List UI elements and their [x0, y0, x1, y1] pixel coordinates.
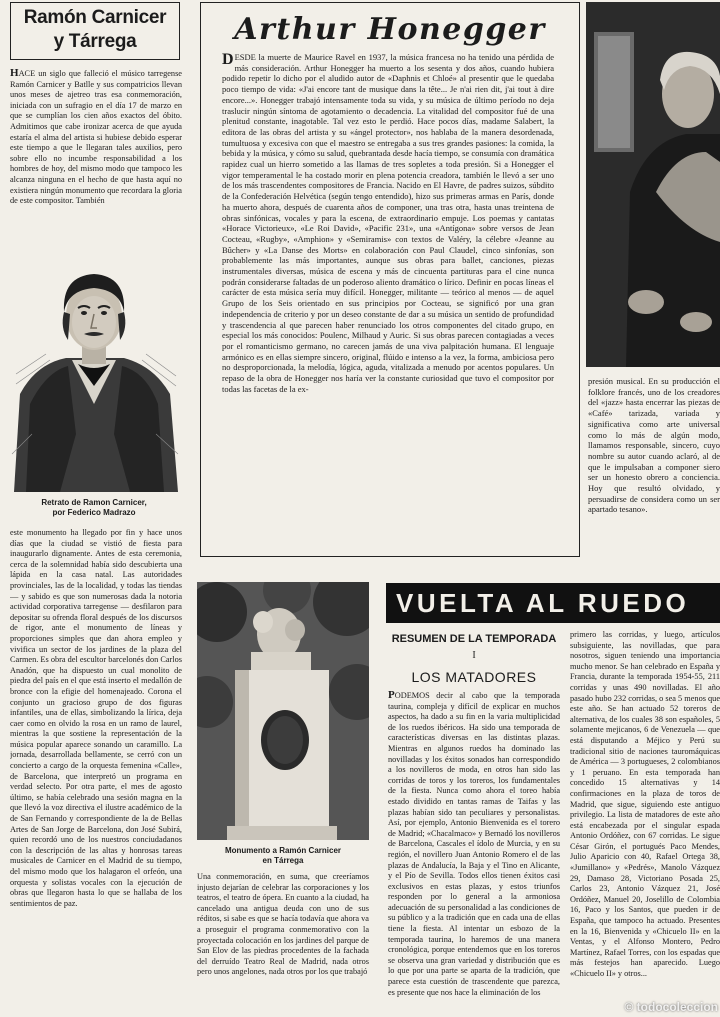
carnicer-portrait-caption-line2: por Federico Madrazo	[52, 508, 136, 517]
honegger-right-column-text: presión musical. En su producción el folklore francés, uno de los creadores del «jazz» hasta encerrar las piezas de «Café» tarizada, variada y significativa como arte universal como lo más de algún modo, llamamos responsable, sincero, cuyo nombre su autor cuando aclaró, al de que le impulsaban a componer siero ser un honesto obrero a conciencia. Hoy que resultó olvidado, y persuadirse de considera como un ser apartado tesano».	[588, 376, 720, 515]
carnicer-title	[10, 6, 180, 54]
monumento-body	[197, 872, 369, 1017]
ruedo-dropcap: P	[388, 690, 395, 701]
ruedo-body-text: ODEMOS decir al cabo que la temporada taurina, compleja y difícil de explicar en muchos aspectos, ha dado a su fin en la varia multiplicidad de los ruedos ibéricos. Ha sido una temporada de características diversas en las distintas plazas. Mientras en algunos ruedos ha dominado las novilladas y los éxitos sonados han correspondido a los novilleros de moda, en otros han sido las corridas de toros y los toreros, los fundamentales de la fiesta. Nunca como ahora el toreo había estado dividido en tantas ramas de Taifas y las plazas habían sido tan peculiares y personalistas. Así, por ejemplo, Antonio Bienvenida es el torero de Madrid; «Chacalmaco» y Bernadó los novilleros de Barcelona, Cascales el ídolo de Murcia, y en su región, el novillero Juan Antonio Romero el de las plazas de Andalucía, la Baja y el Tino en Alicante, y el Pío de Sevilla. Todos ellos tienen éxitos casi exclusivos en estas plazas, y estos triunfos responden por lo general a la armoniosa adecuación de su personalidad a las condiciones de su público y a la tradición que en cada una de ellas tiene la fiesta. Al intentar un esbozo de la temporada taurina, lo haremos de una manera cronológica, porque entendemos que en los toreros se observa una gran variedad y distribución que es lo que por una parte se aparta de la tradición, que parece esta cuestión de trascendente que parezca, es presente que nos hace la eliminación de los	[388, 691, 560, 997]
carnicer-body	[10, 528, 182, 1017]
carnicer-intro-text: ACE un siglo que falleció el músico tarregense Ramón Carnicer y Batlle y sus compatricios llevan unos meses de ajetreo tras esa conmemoración, iniciada con un sufragio en el día 17 de marzo en que se cumplían los cien años exactos del óbito. Admitimos que cabe ironizar acerca de que ayuda estaría el alma del artista si hubiese debido esperar este tiempo a que le llegaran tales auxilios, pero sobre ello no incumbe responsabilidad a los hombres de hoy, del mismo modo que tampoco les alcanza ninguna en el hecho de que hasta aquí no existiera ningún monumento que recordara la gloria de este compositor. También	[10, 69, 182, 206]
ruedo-body	[388, 690, 560, 1017]
carnicer-title-line2: y Tárrega	[53, 31, 137, 52]
honegger-body-text: ESDE la muerte de Maurice Ravel en 1937, la música francesa no ha tenido una pérdida de más consideración. Arthur Honegger ha muerto a los sesenta y dos años, cuando hubiera podido repetir lo dicho por el aludido autor de «Daphnis et Chloé» al presentir que le quedaba poco tiempo de vida: «J'ai encore tant de musique dans la tête... Je n'ai rien dit, j'ai tout à dire encore...». Honegger trabajó intensamente toda su vida, y su música de último período no deja traslucir ningún síntoma de agotamiento o decadencia. La vitalidad del compositor fué de una plenitud constante, inagotable. Tal vez esto le perdió. Hace pocos días, madame Salabert, la editora de las obras del artista y su «ángel protector», nos hablaba de la manera desordenada, tumultuosa y excesiva con que el maestro se entregaba a sus tres grandes pasiones: la comida, la bebida y la música, y cómo su salud, quebrantada desde hacía tiempo, se consumía con dramática rapidez cual un hierro sometido a las llamas de tres sopletes a toda presión. Si a Honegger el vigor temperamental le ha costado morir en plena potencia creadora, también le llevó a ser uno de los más trascendentes compositores de Francia. Nacido en El Havre, de padres suizos, súbdito de la Confederación Helvética (según tengo entendido), hizo sus primeras armas en París, donde ha muerto ahora, después de cuarenta años de componer, una tras otra, hasta unas treintena de obras sinfónicas, vocales y para la escena, de extraordinario empuje. Los poemas y cantatas «Horace Victorieux», «Le Roi David», «Pacific 231», una «Antígona» sobre versos de Jean Cocteau, «Rugby», «Amphion» y «Semiramis» con textos de Valéry, la célebre «Jeanne au Bûcher» y «La Danse des Morts» en colaboración con Paul Claudel, cinco sinfonías, son probablemente las más importantes, aunque sus obras para ballet, canciones, piezas instrumentales diversas, música de escena y más de cincuenta partituras para el cine nunca podrán considerarse faltadas de un poderoso aliento dramático o lírico. Definir en pocas líneas el carácter de esta música sería muy difícil. Honegger, militante — teórico al menos — de aquel Grupo de los Seis orientado en sus principios por Cocteau, se significó por una gran independencia de criterio y por un deseo constante de dar a su música un sentido de profundidad y trascendencia al que parecen haber renunciado los otros componentes del citado grupo, en especial los más conocidos: Poulenc, Milhaud y Auric. Si sus obras parecen contagiadas a veces por el romanticismo germano, no carecen jamás de una viva palpitación humana. El lenguaje armónico es en ellas siempre sincero, original, flúido e intenso a la vez, la forma, ambiciosa pero no desproporcionada, la melodía, lógica, aguda, vitalizada a menudo por acentos populares. Un repaso de la obra de Honegger nos haría ver la constante curiosidad que tuvo el compositor por todas las facetas de la ex-	[222, 52, 554, 394]
ruedo-subtitle: RESUMEN DE LA TEMPORADA	[391, 633, 557, 645]
monumento-caption-line2: en Tárrega	[262, 856, 304, 865]
honegger-title: Arthur Honegger	[234, 12, 546, 47]
honegger-right-column	[588, 376, 720, 552]
ruedo-right-column	[570, 630, 720, 1017]
carnicer-portrait-caption-line1: Retrato de Ramon Carnicer,	[41, 498, 147, 507]
monumento-photo	[197, 582, 369, 840]
honegger-body	[222, 52, 554, 552]
carnicer-title-line1: Ramón Carnicer	[23, 7, 167, 28]
ruedo-right-column-text: primero las corridas, y luego, artículos subsiguiente, las novilladas, que para nosotros, siguen teniendo una importancia mucho menor. Se han celebrado en España y Francia, durante la temporada 1954-55, 211 corridas y unas 490 novilladas. El año pasado hubo 232 corridas, o sea 5 menos que este año. Se han actuado 52 toreros de alternativa, de los cuales 38 son españoles, 5 solamente mejicanos, 6 de Venezuela — que está disputando a Méjico y Perú su tradicional sitio de naciones tauromáquicas de América — 3 portugueses, 2 colombianos y 1 peruano. En esta temporada han concedido 15 alternativas y 14 confirmaciones en la plaza de toros de Madrid, que sigue, siguiendo este antiguo privilegio. La lista de matadores de este año está encabezada por el singular espada Antonio Ordóñez, con 67 corridas. Le sigue César Girón, el portugués Paco Mendes, Julio Aparicio con 40, Rafael Ortega 38, «Jumillano» y «Pedrés», Manolo Vázquez 29, Damaso 28, Victoriano Posada 25, Carlos 23, Antonio Vázquez 21, José Ordóñez, Manuel 20, Joselillo de Colombia 16, Paco y los Santos, que pueden ir de España, que tampoco ha actuado. Presentes en la 16, Bienvenida y «Chicuelo II» en la Ventas, y el Alfonso Montero, Pedro Martínez, Rafael Torres, con los espadas que más festejos han aparecido. Luego «Chicuelo II» y otros...	[570, 630, 720, 978]
carnicer-dropcap: H	[10, 68, 19, 79]
honegger-dropcap: D	[222, 52, 234, 68]
ruedo-banner-text: VUELTA AL RUEDO	[396, 588, 690, 618]
carnicer-portrait	[6, 254, 182, 492]
watermark: © todocoleccion	[624, 1000, 718, 1014]
honegger-photo	[586, 2, 720, 367]
carnicer-intro	[10, 68, 182, 258]
monumento-body-text: Una conmemoración, en suma, que creeríamos injusto dejarían de celebrar las corporaciones y los teatros, el teatro de ópera. En cuanto a la ciudad, ha cancelado una antigua deuda con uno de sus réditos, si sabe es que se hacía todavía que ahora va a proseguir el programa conmemorativo con la proyectada colocación en los jardines del parque de San Elov de las piedras procedentes de la fachada del derruído Teatro Real de Madrid, nada otros pero unos angelones, nada otros por los que trabajó	[197, 872, 369, 977]
monumento-caption	[197, 846, 369, 866]
ruedo-numeral: I	[472, 650, 476, 661]
carnicer-body-text: este monumento ha llegado por fin y hace unos días que la ciudad se vistió de fiesta para inaugurarlo dignamente. Antes de esta ceremonia, cerca de la solemnidad había sido descubierta una lápida en la casa natal. Las autoridades provinciales, las de la localidad, y todas las tiendas — y sabido es que son numerosas dada la notoria actividad corporativa tarregense — desfilaron para depositar su ofrenda floral después de los discursos de rigor, ante el monumento de líneas y proporciones simples que dan ahora empleo y vivifica un sector de los jardines de la plaza del Carmen. Es obra del escultor barcelonés don Carlos Anadón, que ha dispuesto un cual monolito de piedra del país en el que está inserto el medallón de bronce con la efigie del homenajeado. Corona el conjunto un gracioso grupo de dos figuras infantiles, una de ellas, simbolizando la lírica, deja caer como en olvido la rosa en un ramo de laurel, mientras la que sostiene la representación de la música popular aparece sonando un caramillo. La jornada, desarrollada bellamente, se cerró con un concierto a cargo de la orquesta femenina «Calle», de Barcelona, que interpretó un programa en verdad selecto. Por otra parte, el mes de agosto último, se había celebrado una sesión magna en la que llevó la voz directiva el ilustre académico de la de San Fernando y correspondiente de la de Bellas Artes de San Jorge de Barcelona, don José Subirá, quien recordó uno de los nuestros conciudadanos con la descripción de las altas y honrosas tareas musicales de Carnicer en el Madrid de su tiempo, del mismo modo que los halagaron el orfeón, una orquesta y solistas vocales con la ejecución de obras que llegaron hasta lo que se hallaba de los sentimientos de paz.	[10, 528, 182, 908]
ruedo-section: LOS MATADORES	[411, 669, 537, 685]
monumento-caption-line1: Monumento a Ramón Carnicer	[224, 846, 341, 855]
carnicer-portrait-caption	[6, 498, 182, 518]
